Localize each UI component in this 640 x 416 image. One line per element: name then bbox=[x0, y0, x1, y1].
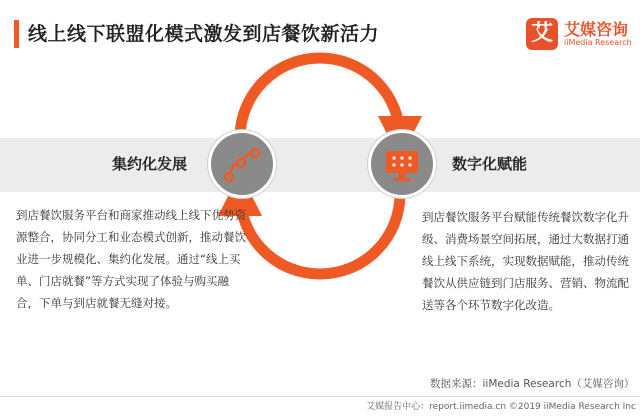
right-description: 到店餐饮服务平台赋能传统餐饮数字化升级、消费场景空间拓展，通过大数据打通线上线下系统，实现数据赋能，推动传统餐饮从供应链到门店服务、营销、物流配送等各个环节数字化改造。 bbox=[422, 210, 629, 312]
monitor-icon bbox=[368, 130, 436, 198]
network-nodes-icon bbox=[208, 130, 276, 198]
data-source: 数据来源：iiMedia Research（艾媒咨询） bbox=[430, 378, 635, 390]
left-description: 到店餐饮服务平台和商家推动线上线下优势资源整合，协同分工和业态模式创新，推动餐饮业进一步规模化、集约化发展。通过“线上买单、门店就餐”等方式实现了体验与购买融合，下单与到店就餐无缝对接。 bbox=[16, 208, 246, 310]
left-label: 集约化发展 bbox=[112, 155, 188, 173]
logo-mark: 艾 bbox=[526, 18, 558, 50]
logo-name-en: iiMedia Research bbox=[564, 38, 632, 47]
footer-divider bbox=[0, 396, 640, 397]
cycle-arrow-bottom bbox=[240, 194, 400, 274]
right-label: 数字化赋能 bbox=[452, 155, 528, 173]
logo-name-cn: 艾媒咨询 bbox=[564, 20, 629, 39]
footer-text: 艾媒报告中心：report.iimedia.cn ©2019 iiMedia Research Inc bbox=[366, 402, 636, 412]
cycle-arrow-top bbox=[240, 58, 400, 138]
page-title: 线上线下联盟化模式激发到店餐饮新活力 bbox=[28, 23, 380, 45]
